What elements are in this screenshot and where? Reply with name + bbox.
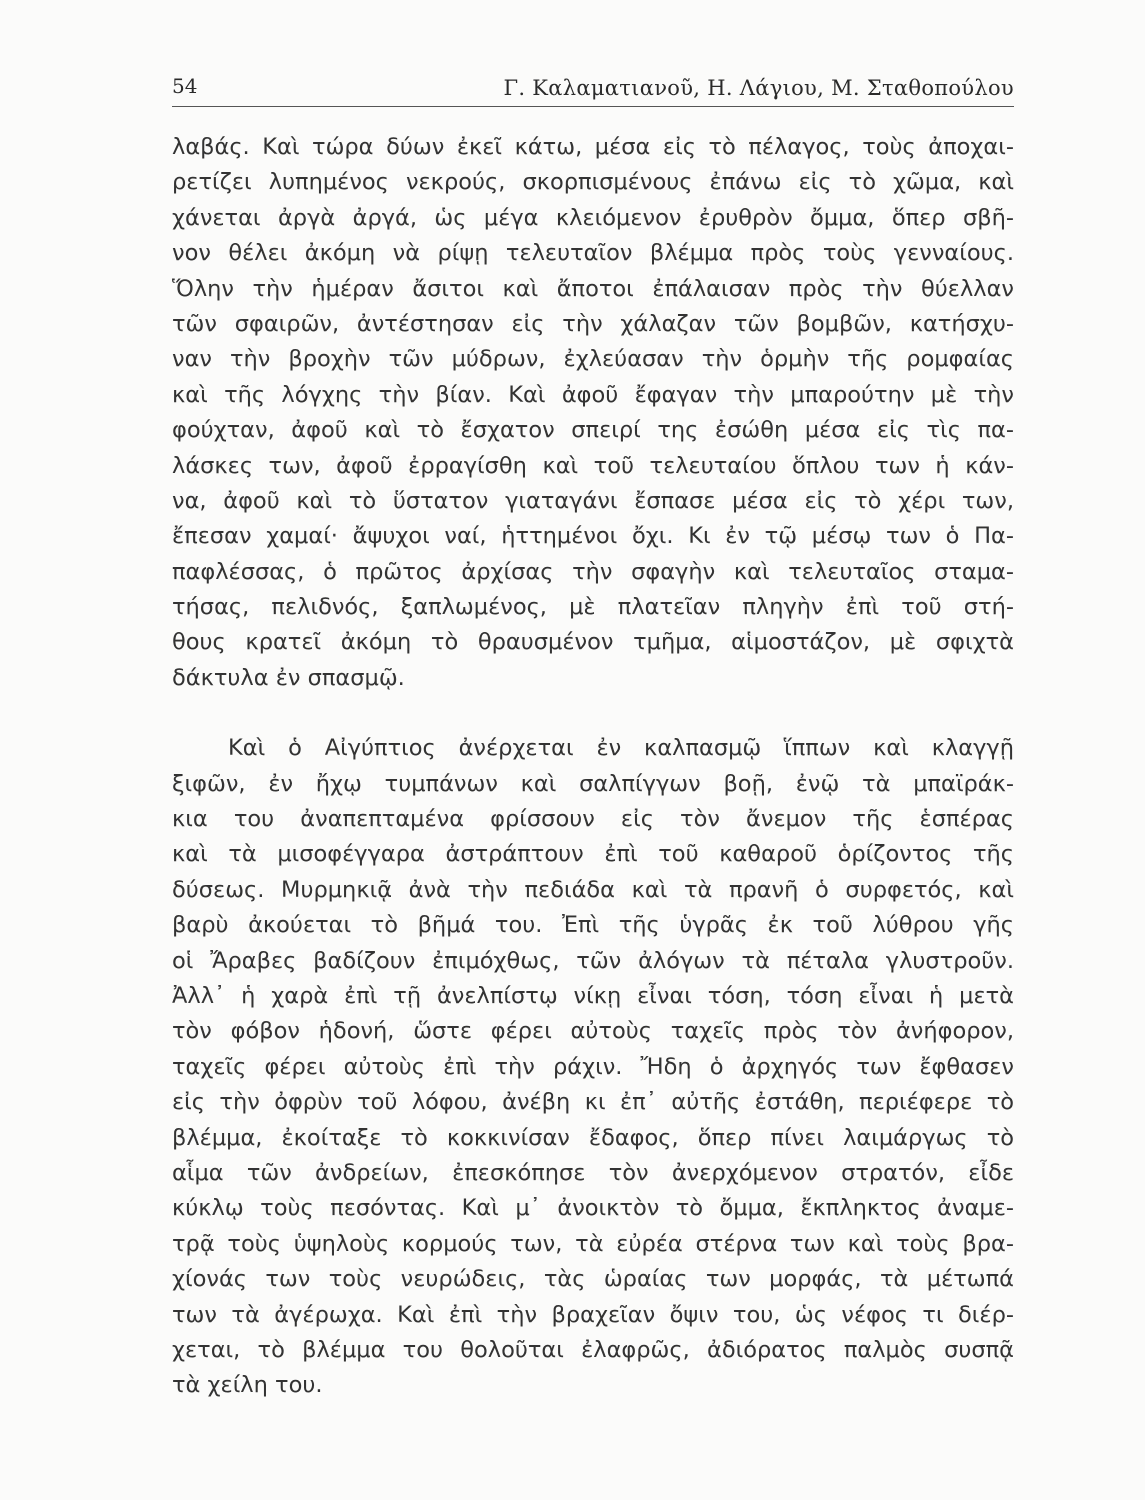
running-head: Γ. Καλαματιανοῦ, Η. Λάγιου, Μ. Σταθοπούλου <box>503 76 1014 100</box>
text-line: Καὶ ὁ Αἰγύπτιος ἀνέρχεται ἐν καλπασμῷ ἵππων καὶ κλαγγῇ <box>228 735 1014 762</box>
text-line: τρᾷ τοὺς ὑψηλοὺς κορμούς των, τὰ εὐρέα στέρνα των καὶ τοὺς βρα- <box>172 1230 1014 1257</box>
text-line: τὸν φόβον ἡδονή, ὥστε φέρει αὐτοὺς ταχεῖς πρὸς τὸν ἀνήφορον, <box>172 1018 1014 1045</box>
header-rule <box>172 106 1014 107</box>
text-line: δύσεως. Μυρμηκιᾷ ἀνὰ τὴν πεδιάδα καὶ τὰ πρανῆ ὁ συρφετός, καὶ <box>172 876 1014 903</box>
text-line: νον θέλει ἀκόμη νὰ ρίψῃ τελευταῖον βλέμμα πρὸς τοὺς γενναίους. <box>172 240 1014 267</box>
text-line: χεται, τὸ βλέμμα του θολοῦται ἐλαφρῶς, ἀδιόρατος παλμὸς συσπᾷ <box>172 1336 1014 1363</box>
text-line: ἔπεσαν χαμαί· ἄψυχοι ναί, ἡττημένοι ὄχι. Κι ἐν τῷ μέσῳ των ὁ Πα- <box>172 523 1014 550</box>
text-line: τήσας, πελιδνός, ξαπλωμένος, μὲ πλατεῖαν πληγὴν ἐπὶ τοῦ στή- <box>172 594 1014 621</box>
text-line: λαβάς. Καὶ τώρα δύων ἐκεῖ κάτω, μέσα εἰς τὸ πέλαγος, τοὺς ἀποχαι- <box>172 134 1014 160</box>
body-text <box>172 130 1014 1404</box>
text-line: εἰς τὴν ὀφρὺν τοῦ λόφου, ἀνέβη κι ἐπ᾽ αὐτῆς ἐστάθη, περιέφερε τὸ <box>172 1089 1014 1116</box>
text-line: χίονάς των τοὺς νευρώδεις, τὰς ὡραίας των μορφάς, τὰ μέτωπά <box>172 1266 1014 1293</box>
text-line: Ἀλλ᾽ ἡ χαρὰ ἐπὶ τῇ ἀνελπίστῳ νίκῃ εἶναι τόση, τόση εἶναι ἡ μετὰ <box>172 982 1014 1009</box>
text-line: βλέμμα, ἐκοίταξε τὸ κοκκινίσαν ἔδαφος, ὅπερ πίνει λαιμάργως τὸ <box>172 1124 1014 1151</box>
text-line: ρετίζει λυπημένος νεκρούς, σκορπισμένους ἐπάνω εἰς τὸ χῶμα, καὶ <box>172 169 1014 196</box>
text-line: Ὅλην τὴν ἡμέραν ἄσιτοι καὶ ἄποτοι ἐπάλαισαν πρὸς τὴν θύελλαν <box>172 275 1014 302</box>
text-line: χάνεται ἀργὰ ἀργά, ὡς μέγα κλειόμενον ἐρυθρὸν ὄμμα, ὅπερ σβῆ- <box>172 204 1014 231</box>
text-line: οἱ Ἄραβες βαδίζουν ἐπιμόχθως, τῶν ἀλόγων τὰ πέταλα γλυστροῦν. <box>172 947 1014 974</box>
text-line: κια του ἀναπεπταμένα φρίσσουν εἰς τὸν ἄνεμον τῆς ἑσπέρας <box>172 806 1014 833</box>
text-line: τὰ χείλη του. <box>172 1372 323 1399</box>
paragraph-2 <box>172 731 1014 1403</box>
text-line: αἷμα τῶν ἀνδρείων, ἐπεσκόπησε τὸν ἀνερχόμενον στρατόν, εἶδε <box>172 1159 1014 1186</box>
text-line: βαρὺ ἀκούεται τὸ βῆμά του. Ἐπὶ τῆς ὑγρᾶς ἐκ τοῦ λύθρου γῆς <box>172 912 1014 939</box>
text-line: παφλέσσας, ὁ πρῶτος ἀρχίσας τὴν σφαγὴν καὶ τελευταῖος σταμα- <box>172 558 1014 585</box>
text-line: των τὰ ἀγέρωχα. Καὶ ἐπὶ τὴν βραχεῖαν ὄψιν του, ὡς νέφος τι διέρ- <box>172 1301 1014 1328</box>
paragraph-1 <box>172 130 1014 696</box>
text-line: ξιφῶν, ἐν ἤχῳ τυμπάνων καὶ σαλπίγγων βοῇ, ἐνῷ τὰ μπαϊράκ- <box>172 770 1014 797</box>
text-line: φούχταν, ἀφοῦ καὶ τὸ ἔσχατον σπειρί της ἐσώθη μέσα εἰς τὶς πα- <box>172 417 1014 444</box>
page-number: 54 <box>172 74 198 98</box>
paragraph-spacer <box>172 696 1014 731</box>
text-line: δάκτυλα ἐν σπασμῷ. <box>172 664 405 691</box>
page-header <box>172 72 1014 106</box>
text-line: θους κρατεῖ ἀκόμη τὸ θραυσμένον τμῆμα, αἱμοστάζον, μὲ σφιχτὰ <box>172 629 1014 656</box>
text-line: καὶ τὰ μισοφέγγαρα ἀστράπτουν ἐπὶ τοῦ καθαροῦ ὁρίζοντος τῆς <box>172 841 1014 868</box>
text-line: τῶν σφαιρῶν, ἀντέστησαν εἰς τὴν χάλαζαν τῶν βομβῶν, κατήσχυ- <box>172 310 1014 337</box>
text-line: να, ἀφοῦ καὶ τὸ ὕστατον γιαταγάνι ἔσπασε μέσα εἰς τὸ χέρι των, <box>172 487 1014 514</box>
text-line: καὶ τῆς λόγχης τὴν βίαν. Καὶ ἀφοῦ ἔφαγαν τὴν μπαρούτην μὲ τὴν <box>172 381 1014 408</box>
text-line: ταχεῖς φέρει αὐτοὺς ἐπὶ τὴν ράχιν. Ἤδη ὁ ἀρχηγός των ἔφθασεν <box>172 1053 1014 1080</box>
text-line: λάσκες των, ἀφοῦ ἐρραγίσθη καὶ τοῦ τελευταίου ὅπλου των ἡ κάν- <box>172 452 1014 479</box>
text-line: ναν τὴν βροχὴν τῶν μύδρων, ἐχλεύασαν τὴν ὁρμὴν τῆς ρομφαίας <box>172 346 1014 373</box>
text-line: κύκλῳ τοὺς πεσόντας. Καὶ μ᾽ ἀνοικτὸν τὸ ὄμμα, ἔκπληκτος ἀναμε- <box>172 1195 1014 1222</box>
